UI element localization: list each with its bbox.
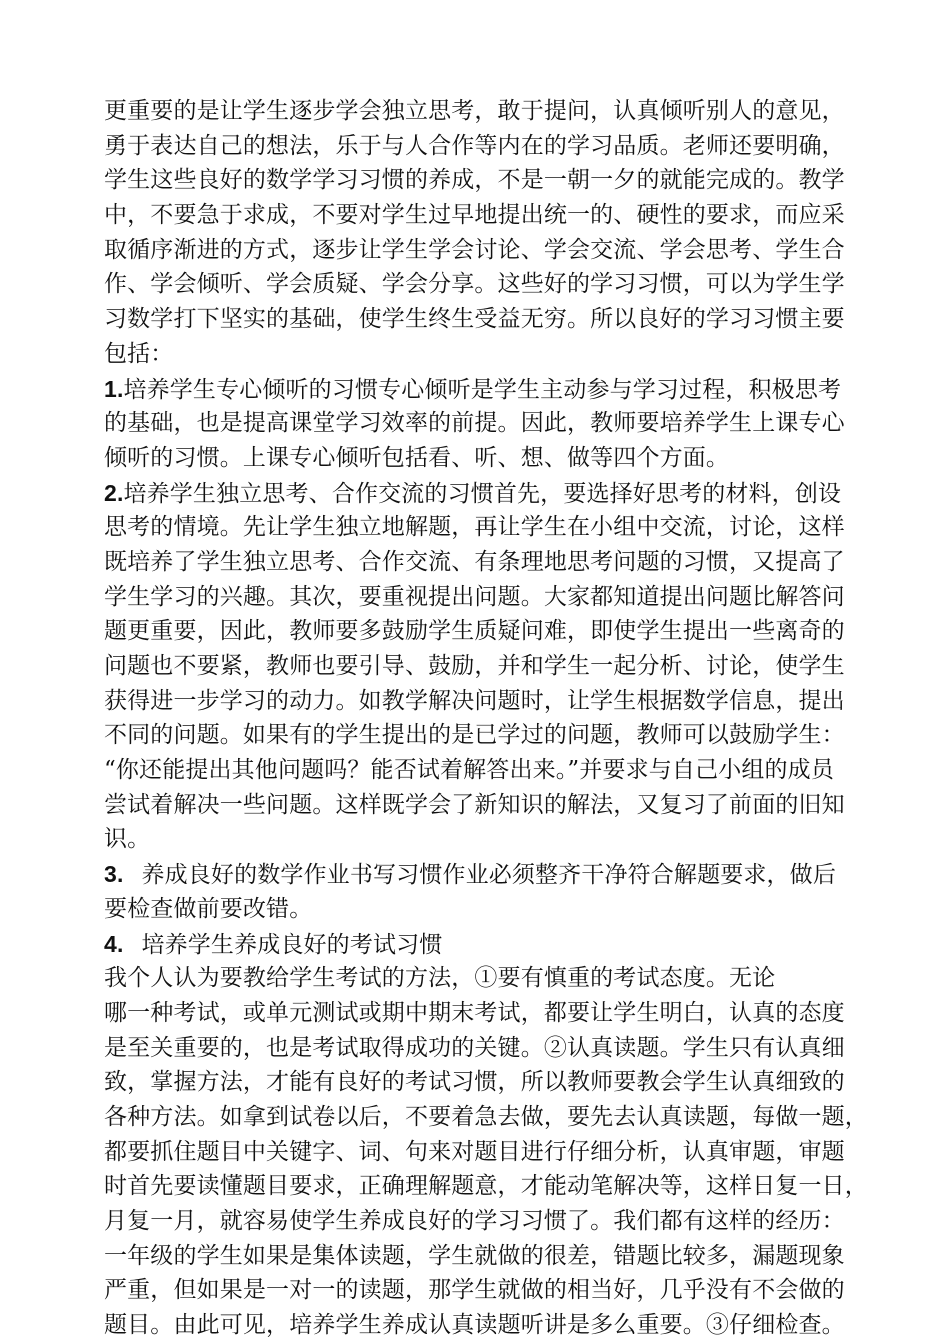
text-line: 不同的问题。如果有的学生提出的是已学过的问题，教师可以鼓励学生： — [104, 722, 845, 749]
text-line: 题更重要，因此，教师要多鼓励学生质疑问难，即使学生提出一些离奇的 — [104, 618, 845, 645]
text-line: 各种方法。如拿到试卷以后，不要着急去做，要先去认真读题，每做一题， — [104, 1103, 868, 1130]
list-item-2-first-line — [104, 476, 864, 511]
text-line: 都要抓住题目中关键字、词、句来对题目进行仔细分析，认真审题，审题 — [104, 1138, 845, 1165]
text-line: 月复一月，就容易使学生养成良好的学习习惯了。我们都有这样的经历： — [104, 1208, 845, 1234]
list-number-1: 1. — [104, 375, 124, 402]
text-line: 既培养了学生独立思考、合作交流、有条理地思考问题的习惯，又提高了 — [104, 548, 845, 575]
list-item-3-first-line — [104, 857, 864, 892]
list-number-2: 2. — [104, 479, 124, 506]
text-line: “你还能提出其他问题吗？能否试着解答出来。”并要求与自己小组的成员 — [104, 757, 834, 784]
list-number-4: 4. — [104, 930, 124, 957]
text-line: 习数学打下坚实的基础，使学生终生受益无穷。所以良好的学习习惯主要 — [104, 306, 845, 333]
text-line: 更重要的是让学生逐步学会独立思考，敢于提问，认真倾听别人的意见， — [104, 98, 845, 124]
text-line: 一年级的学生如果是集体读题，学生就做的很差，错题比较多，漏题现象 — [104, 1242, 845, 1269]
text-line: 思考的情境。先让学生独立地解题，再让学生在小组中交流，讨论，这样 — [104, 514, 845, 541]
text-line: 学生学习的兴趣。其次，要重视提出问题。大家都知道提出问题比解答问 — [104, 583, 845, 610]
text-line: 培养学生专心倾听的习惯专心倾听是学生主动参与学习过程，积极思考 — [123, 376, 842, 403]
list-item-1-first-line — [104, 372, 864, 407]
text-line: 取循序渐进的方式，逐步让学生学会讨论、学会交流、学会思考、学生合 — [104, 236, 845, 263]
text-line: 包括： — [104, 340, 174, 367]
text-line: 的基础，也是提高课堂学习效率的前提。因此，教师要培养学生上课专心 — [104, 410, 845, 437]
text-line: 养成良好的数学作业书写习惯作业必须整齐干净符合解题要求，做后 — [141, 862, 836, 889]
text-line: 倾听的习惯。上课专心倾听包括看、听、想、做等四个方面。 — [104, 444, 730, 471]
text-line: 时首先要读懂题目要求，正确理解题意，才能动笔解决等，这样日复一日， — [104, 1173, 868, 1200]
text-line: 严重，但如果是一对一的读题，那学生就做的相当好，几乎没有不会做的 — [104, 1277, 845, 1304]
body-text — [104, 94, 868, 1343]
text-line: 问题也不要紧，教师也要引导、鼓励，并和学生一起分析、讨论，使学生 — [104, 653, 845, 679]
text-line: 是至关重要的，也是考试取得成功的关键。②认真读题。学生只有认真细 — [104, 1034, 845, 1061]
text-line: 致，掌握方法，才能有良好的考试习惯，所以教师要教会学生认真细致的 — [104, 1069, 845, 1096]
text-line: 勇于表达自己的想法，乐于与人合作等内在的学习品质。老师还要明确， — [104, 132, 845, 159]
text-line: 获得进一步学习的动力。如教学解决问题时，让学生根据数学信息，提出 — [104, 687, 845, 714]
text-line: 培养学生养成良好的考试习惯 — [141, 931, 443, 958]
text-line: 哪一种考试，或单元测试或期中期末考试，都要让学生明白，认真的态度 — [104, 999, 845, 1026]
text-line: 识。 — [104, 826, 151, 853]
text-line: 中，不要急于求成，不要对学生过早地提出统一的、硬性的要求，而应采 — [104, 202, 845, 229]
list-number-3: 3. — [104, 861, 124, 888]
text-line: 尝试着解决一些问题。这样既学会了新知识的解法，又复习了前面的旧知 — [104, 791, 845, 818]
text-line: 题目。由此可见，培养学生养成认真读题听讲是多么重要。③仔细检查。 — [104, 1312, 845, 1339]
text-line: 培养学生独立思考、合作交流的习惯首先，要选择好思考的材料，创设 — [123, 480, 842, 507]
list-item-4-first-line — [104, 927, 864, 962]
text-line: 要检查做前要改错。 — [104, 895, 313, 922]
text-line: 学生这些良好的数学学习习惯的养成，不是一朝一夕的就能完成的。教学 — [104, 167, 845, 194]
text-line: 我个人认为要教给学生考试的方法，①要有慎重的考试态度。无论 — [104, 965, 776, 992]
text-line: 作、学会倾听、学会质疑、学会分享。这些好的学习习惯，可以为学生学 — [104, 271, 845, 298]
